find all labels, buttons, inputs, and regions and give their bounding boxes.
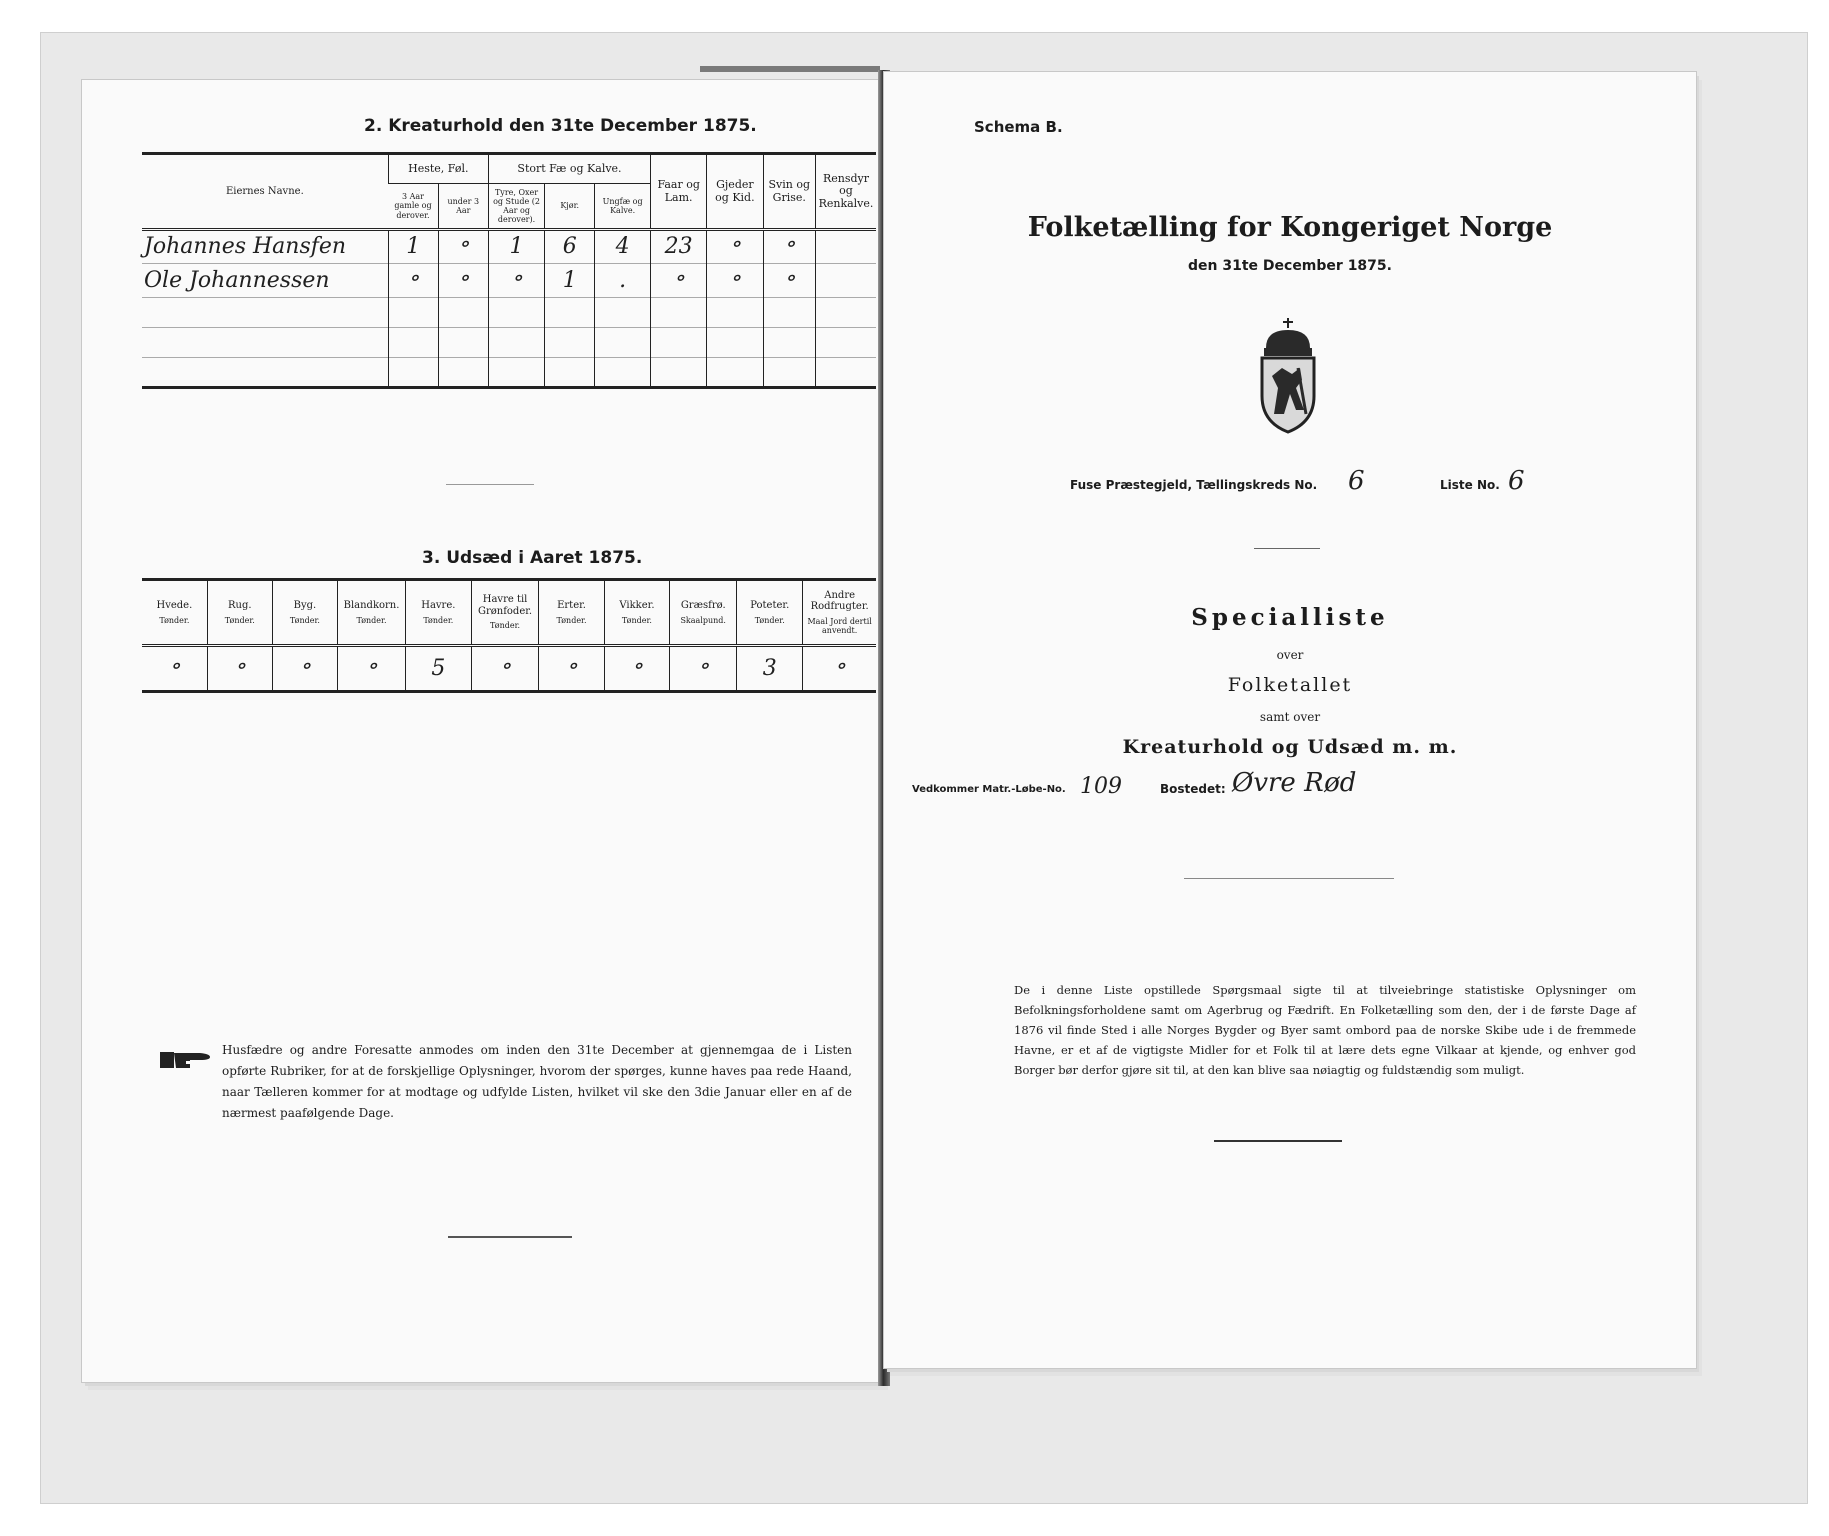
norwegian-coat-of-arms-icon xyxy=(1252,318,1324,436)
sowing-table xyxy=(142,578,876,693)
table-row xyxy=(142,264,876,298)
crop-name: Havre. xyxy=(421,600,456,612)
folketallet-heading: Folketallet xyxy=(1227,674,1353,696)
sowing-value: ॰ xyxy=(337,646,405,692)
table-row xyxy=(142,328,876,358)
sowing-header xyxy=(337,580,405,646)
footer-text: De i denne Liste opstillede Spørgsmaal sigte til at tilveiebringe statistiske Oplysninger om Befolkningsforholdene samt om Agerbrug og Fædrift. En Folketælling som den, der i de første Dage af 1876 vil finde Sted i alle Norges Bygder og Byer samt ombord paa de norske Skibe ude i de fremmede Havne, er et af de vigtigste Midler for et Folk til at lære dets egne Vilkaar at kjende, og enhver god Borger bør derfor gjøre sit til, at den kan blive saa nøiagtig og fuldstændig som muligt. xyxy=(1014,983,1636,1077)
crop-unit: Tønder. xyxy=(423,615,454,625)
cell-value: ॰ xyxy=(707,230,763,264)
crop-name: Blandkorn. xyxy=(343,600,400,612)
name-header: Eiernes Navne. xyxy=(225,185,304,197)
sowing-value: ॰ xyxy=(803,646,876,692)
cell-value: ॰ xyxy=(763,264,815,298)
cell-value: ॰ xyxy=(651,264,707,298)
crop-name: Byg. xyxy=(293,600,317,612)
crop-unit: Skaalpund. xyxy=(680,615,726,625)
cell-value: 4 xyxy=(595,230,651,264)
livestock-table xyxy=(142,152,876,389)
separator-rule xyxy=(1254,548,1320,549)
crop-name: Rug. xyxy=(228,600,252,612)
crop-unit: Tønder. xyxy=(621,615,652,625)
cell-value: ॰ xyxy=(707,264,763,298)
sowing-value: ॰ xyxy=(604,646,670,692)
crop-name: Erter. xyxy=(557,600,586,612)
cattle-header: Stort Fæ og Kalve. xyxy=(488,154,650,184)
cell-value: ॰ xyxy=(763,230,815,264)
crop-name: Poteter. xyxy=(750,600,790,612)
sowing-value: 5 xyxy=(406,646,472,692)
cell-value: ॰ xyxy=(438,264,488,298)
separator-rule xyxy=(446,484,534,485)
crop-name: Havre til Grønfoder. xyxy=(477,594,533,617)
crop-name: Vikker. xyxy=(619,600,655,612)
oxen-header: Tyre, Oxer og Stude (2 Aar og derover). xyxy=(488,184,544,230)
owner-name: Ole Johannessen xyxy=(144,267,330,293)
cell-value: ॰ xyxy=(488,264,544,298)
sheep-header: Faar og Lam. xyxy=(651,154,707,230)
cell-value: 1 xyxy=(388,230,438,264)
sowing-value: ॰ xyxy=(169,655,180,681)
sowing-header xyxy=(471,580,539,646)
table-row xyxy=(142,298,876,328)
sowing-value: ॰ xyxy=(272,646,337,692)
cell-value: 1 xyxy=(488,230,544,264)
bosted-label: Bostedet: xyxy=(1160,782,1226,796)
cell-value: 1 xyxy=(545,264,595,298)
cell-value xyxy=(815,230,876,264)
crop-unit: Tønder. xyxy=(556,615,587,625)
sowing-header xyxy=(604,580,670,646)
sowing-header xyxy=(142,580,207,646)
list-number: 6 xyxy=(1508,466,1525,496)
pointing-hand-icon xyxy=(160,1046,212,1074)
goats-header: Gjeder og Kid. xyxy=(707,154,763,230)
sowing-header xyxy=(207,580,272,646)
horses-young-header: under 3 Aar xyxy=(438,184,488,230)
crop-unit: Tønder. xyxy=(289,615,320,625)
owner-name: Johannes Hansfen xyxy=(144,234,347,260)
cell-value: . xyxy=(595,264,651,298)
over-text: over xyxy=(1276,648,1304,662)
sowing-header xyxy=(670,580,737,646)
main-title: Folketælling for Kongeriget Norge xyxy=(1027,212,1553,243)
crop-name: Andre Rodfrugter. xyxy=(810,589,869,613)
crop-unit: Maal Jord dertil anvendt. xyxy=(807,616,872,635)
crop-unit: Tønder. xyxy=(754,615,785,625)
left-page xyxy=(82,80,882,1382)
sowing-value: ॰ xyxy=(207,646,272,692)
samt-over-text: samt over xyxy=(1259,710,1321,724)
cell-value: 23 xyxy=(651,230,707,264)
young-cattle-header: Ungfæ og Kalve. xyxy=(595,184,651,230)
horses-old-header: 3 Aar gamle og derover. xyxy=(394,192,432,220)
binding-edge xyxy=(700,66,880,72)
sowing-header xyxy=(737,580,803,646)
bosted-value: Øvre Rød xyxy=(1232,768,1357,798)
cell-value xyxy=(815,264,876,298)
crop-unit: Tønder. xyxy=(159,615,190,625)
crop-name: Hvede. xyxy=(156,600,193,612)
sowing-value: ॰ xyxy=(539,646,604,692)
reindeer-header: Rensdyr og Renkalve. xyxy=(815,154,876,230)
pigs-header: Svin og Grise. xyxy=(763,154,815,230)
table-row xyxy=(142,358,876,388)
schema-label: Schema B. xyxy=(974,118,1063,136)
horses-header: Heste, Føl. xyxy=(388,154,488,184)
sowing-header xyxy=(803,580,876,646)
crop-name: Græsfrø. xyxy=(680,600,726,612)
end-rule xyxy=(1214,1140,1342,1142)
sowing-value: 3 xyxy=(737,646,803,692)
crop-unit: Tønder. xyxy=(490,621,521,631)
parish-label: Fuse Præstegjeld, Tællingskreds No. xyxy=(1070,478,1318,492)
end-rule xyxy=(448,1236,572,1238)
list-label: Liste No. xyxy=(1440,478,1500,492)
sowing-value: ॰ xyxy=(670,646,737,692)
specialliste-heading: Specialliste xyxy=(1191,604,1389,631)
cows-header: Kjør. xyxy=(545,184,595,230)
separator-rule xyxy=(1184,878,1394,879)
sowing-header xyxy=(539,580,604,646)
right-page xyxy=(884,72,1696,1368)
sowing-header xyxy=(272,580,337,646)
census-date: den 31te December 1875. xyxy=(1188,258,1392,274)
matr-label: Vedkommer Matr.-Løbe-No. xyxy=(912,784,1066,795)
cell-value: ॰ xyxy=(438,230,488,264)
kreaturhold-heading: Kreaturhold og Udsæd m. m. xyxy=(1122,736,1458,758)
sowing-value: ॰ xyxy=(471,646,539,692)
crop-unit: Tønder. xyxy=(356,615,387,625)
sowing-title: 3. Udsæd i Aaret 1875. xyxy=(422,548,643,568)
cell-value: ॰ xyxy=(388,264,438,298)
sowing-header xyxy=(406,580,472,646)
matr-number: 109 xyxy=(1080,774,1122,799)
district-number: 6 xyxy=(1348,466,1365,496)
table-row xyxy=(142,230,876,264)
crop-unit: Tønder. xyxy=(224,615,255,625)
livestock-title: 2. Kreaturhold den 31te December 1875. xyxy=(364,116,757,136)
cell-value: 6 xyxy=(545,230,595,264)
notice-text: Husfædre og andre Foresatte anmodes om inden den 31te December at gjennemgaa de i Listen opførte Rubriker, for at de forskjellige Oplysninger, hvorom der spørges, kunne haves paa rede Haand, naar Tælleren kommer for at modtage og udfylde Listen, hvilket vil ske den 3die Januar eller en af de nærmest paafølgende Dage. xyxy=(222,1043,852,1120)
